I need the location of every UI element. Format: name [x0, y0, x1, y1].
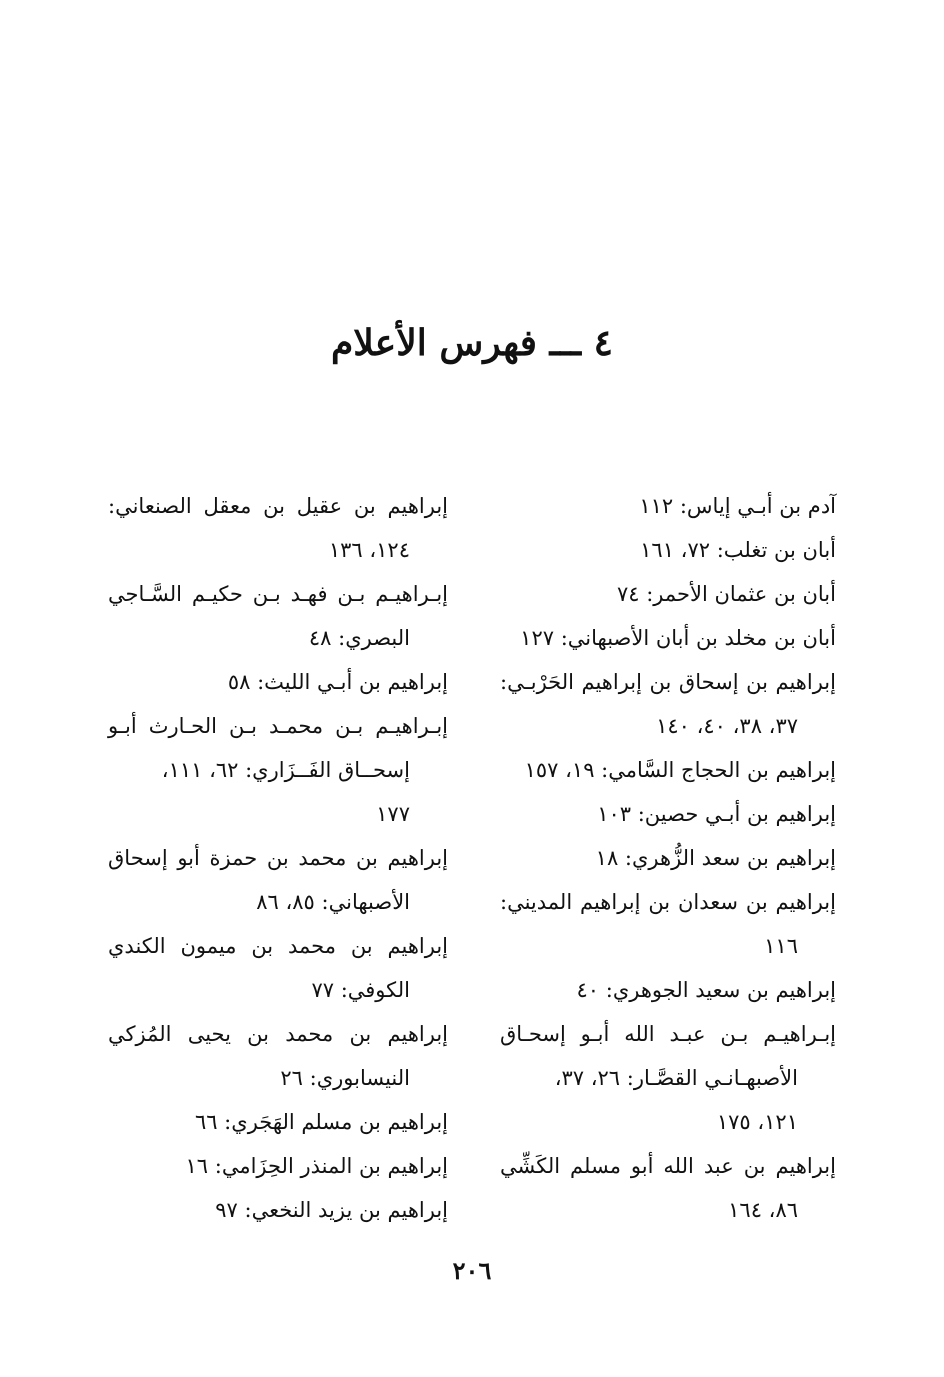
index-entry-continuation: البصري: ٤٨	[308, 626, 410, 650]
index-entry-name: إبـراهيـم بـن محمـد بـن الحـارث أبـو	[108, 714, 448, 738]
index-entry-name: إبراهيم بن عبد الله أبو مسلم الكَشِّي	[500, 1154, 836, 1178]
index-entry	[500, 660, 836, 748]
index-entry-continuation: ٣٧، ٣٨، ٤٠، ١٤٠	[656, 714, 798, 738]
index-entry	[108, 704, 448, 836]
index-entry-continuation: النيسابوري: ٢٦	[280, 1066, 410, 1090]
page-number: ٢٠٦	[452, 1256, 492, 1285]
index-entry-name: إبراهيم بن المنذر الحِزَامي: ١٦	[185, 1154, 448, 1178]
index-entry	[500, 484, 836, 528]
index-entry	[108, 924, 448, 1012]
index-entry-name: إبراهيم بن عقيل بن معقل الصنعاني:	[108, 494, 448, 518]
index-column-right	[500, 484, 836, 1232]
index-entry	[500, 792, 836, 836]
page-title: ٤ ـــ فهرس الأعلام	[331, 322, 613, 364]
index-entry-name: إبراهيم بن أبـي الليث: ٥٨	[227, 670, 448, 694]
index-entry	[108, 1012, 448, 1100]
index-entry-continuation: ١٢٤، ١٣٦	[328, 538, 410, 562]
index-entry-name: إبراهيم بن محمد بن ميمون الكندي	[108, 934, 448, 958]
index-entry	[500, 572, 836, 616]
index-entry-continuation: ١١٦	[764, 934, 798, 958]
index-entry-name: إبراهيم بن مسلم الهَجَري: ٦٦	[194, 1110, 448, 1134]
index-entry	[500, 968, 836, 1012]
index-entry	[108, 484, 448, 572]
index-entry-name: إبـراهيـم بـن عبـد الله أبـو إسحـاق	[500, 1022, 836, 1046]
index-entry-continuation: ٨٦، ١٦٤	[728, 1198, 798, 1222]
index-entry	[108, 660, 448, 704]
index-entry	[108, 1144, 448, 1188]
index-entry	[108, 1100, 448, 1144]
index-entry-name: إبـراهيـم بـن فهـد بـن حكيـم السَّـاجي	[108, 582, 448, 606]
index-entry	[108, 1188, 448, 1232]
index-entry-name: إبراهيم بن يزيد النخعي: ٩٧	[215, 1198, 448, 1222]
index-entry-name: إبراهيم بن محمد بن حمزة أبو إسحاق	[108, 846, 448, 870]
index-entry-name: أبان بن مخلد بن أبان الأصبهاني: ١٢٧	[520, 626, 836, 650]
index-entry	[500, 1144, 836, 1232]
index-entry	[500, 1012, 836, 1144]
index-entry-name: أبان بن تغلب: ٧٢، ١٦١	[640, 538, 836, 562]
index-entry-continuation: ١٧٧	[376, 802, 410, 826]
index-entry-continuation: إسحــاق الفَــزَاري: ٦٢، ١١١،	[161, 758, 410, 782]
index-entry-name: إبراهيم بن سعدان بن إبراهيم المديني:	[500, 890, 836, 914]
index-entry-name: إبراهيم بن أبـي حصين: ١٠٣	[597, 802, 836, 826]
index-entry	[108, 572, 448, 660]
index-entry	[500, 880, 836, 968]
index-entry-name: إبراهيم بن محمد بن يحيى المُزكي	[108, 1022, 448, 1046]
index-entry-name: إبراهيم بن الحجاج السَّامي: ١٩، ١٥٧	[524, 758, 836, 782]
index-entry	[500, 528, 836, 572]
index-entry-name: آدم بن أبـي إياس: ١١٢	[639, 494, 836, 518]
index-entry-name: إبراهيم بن سعد الزُّهري: ١٨	[595, 846, 836, 870]
index-column-left	[108, 484, 448, 1232]
index-entry-continuation: ١٢١، ١٧٥	[716, 1110, 798, 1134]
index-entry	[108, 836, 448, 924]
index-entry-name: إبراهيم بن إسحاق بن إبراهيم الحَرْبـي:	[500, 670, 836, 694]
index-entry-name: إبراهيم بن سعيد الجوهري: ٤٠	[576, 978, 836, 1002]
index-entry-name: أبان بن عثمان الأحمر: ٧٤	[616, 582, 836, 606]
index-entry-continuation: الأصبهـانـي القصَّـار: ٢٦، ٣٧،	[554, 1066, 798, 1090]
index-entry-continuation: الأصبهاني: ٨٥، ٨٦	[256, 890, 410, 914]
index-entry	[500, 836, 836, 880]
index-entry-continuation: الكوفي: ٧٧	[311, 978, 410, 1002]
index-entry	[500, 748, 836, 792]
index-entry	[500, 616, 836, 660]
